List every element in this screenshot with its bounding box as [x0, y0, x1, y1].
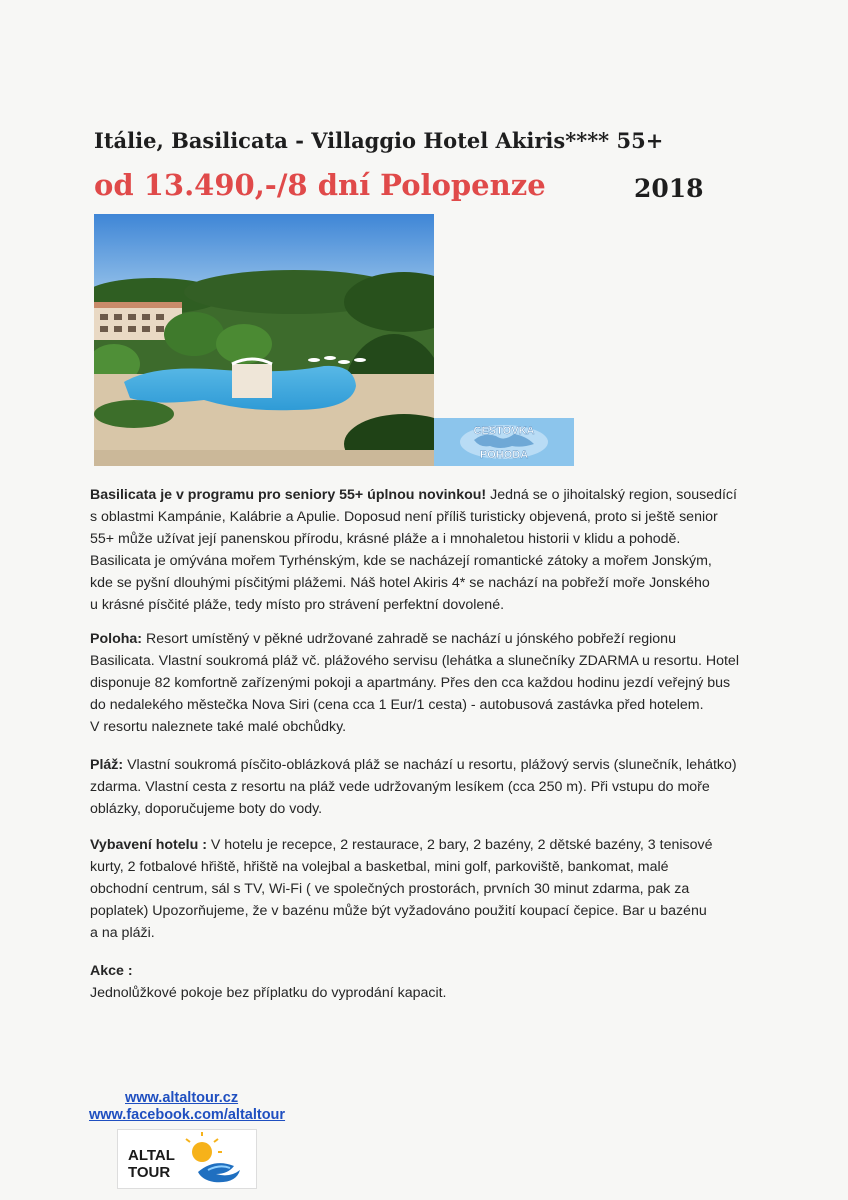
location-line: do nedalekého městečka Nova Siri (cena cca 1 Eur/1 cesta) - autobusová zastávka před hotelem.	[90, 697, 704, 713]
amenities-line: V hotelu je recepce, 2 restaurace, 2 bary, 2 bazény, 2 dětské bazény, 3 tenisové	[206, 837, 713, 853]
intro-paragraph	[90, 484, 758, 616]
intro-lead: Basilicata je v programu pro seniory 55+ úplnou novinkou!	[90, 487, 487, 503]
intro-line: Basilicata je omývána mořem Tyrhénským, kde se nacházejí romantické zátoky a mořem Jonským,	[90, 553, 712, 569]
amenities-paragraph	[90, 834, 758, 944]
offer-text: Jednolůžkové pokoje bez příplatku do vyprodání kapacit.	[90, 985, 447, 1001]
amenities-line: a na pláži.	[90, 925, 155, 941]
beach-label: Pláž:	[90, 757, 124, 773]
intro-line: Jedná se o jihoitalský region, sousedící	[486, 487, 737, 503]
beach-line: oblázky, doporučujeme boty do vody.	[90, 801, 323, 817]
location-paragraph	[90, 628, 758, 738]
location-line: disponuje 82 komfortně zařízenými pokoji a apartmány. Přes den cca každou hodinu jezdí veřejný bus	[90, 675, 731, 691]
altal-logo-line1: ALTAL	[128, 1147, 175, 1164]
cestovka-pohoda-logo	[434, 418, 574, 466]
website-link[interactable]: www.altaltour.cz	[125, 1090, 239, 1106]
offer-label: Akce :	[90, 963, 133, 979]
offer-paragraph	[90, 960, 758, 1004]
intro-line: kde se pyšní dlouhými písčitými plážemi. Náš hotel Akiris 4* se nachází na pobřeží moře Jonského	[90, 575, 710, 591]
altal-logo-line2: TOUR	[128, 1164, 171, 1181]
beach-line: zdarma. Vlastní cesta z resortu na pláž vede udržovaným lesíkem (cca 250 m). Při vstupu do moře	[90, 779, 710, 795]
logo-cp-top-text: CESTOVKA	[473, 425, 535, 437]
location-line: Resort umístěný v pěkné udržované zahradě se nachází u jónského pobřeží regionu	[142, 631, 676, 647]
amenities-label: Vybavení hotelu :	[90, 837, 207, 853]
hotel-pool-photo	[94, 214, 434, 466]
intro-line: u krásné písčité pláže, tedy místo pro strávení perfektní dovolené.	[90, 597, 505, 613]
facebook-link[interactable]: www.facebook.com/altaltour	[89, 1107, 286, 1123]
price-headline: od 13.490,-/8 dní Polopenze	[94, 168, 546, 202]
location-line: V resortu naleznete také malé obchůdky.	[90, 719, 347, 735]
location-line: Basilicata. Vlastní soukromá pláž vč. plážového servisu (lehátka a slunečníky ZDARMA u resortu. Hotel	[90, 653, 739, 669]
amenities-line: kurty, 2 fotbalové hřiště, hřiště na volejbal a basketbal, mini golf, parkoviště, bankomat, malé	[90, 859, 669, 875]
location-label: Poloha:	[90, 631, 143, 647]
beach-line: Vlastní soukromá písčito-oblázková pláž se nachází u resortu, plážový servis (slunečník, lehátko)	[123, 757, 737, 773]
page-title: Itálie, Basilicata - Villaggio Hotel Akiris**** 55+	[94, 128, 664, 153]
intro-line: s oblastmi Kampánie, Kalábrie a Apulie. Doposud není příliš turisticky objevená, proto si ještě senior	[90, 509, 718, 525]
intro-line: 55+ může užívat její panenskou přírodu, krásné pláže a i mnohaletou historii v klidu a pohodě.	[90, 531, 681, 547]
logo-cp-bottom-text: POHODA	[479, 449, 529, 461]
amenities-line: obchodní centrum, sál s TV, Wi-Fi ( ve společných prostorách, prvních 30 minut zdarma, pak za	[90, 881, 690, 897]
altal-tour-logo	[117, 1129, 257, 1189]
beach-paragraph	[90, 754, 758, 820]
year-label: 2018	[634, 174, 704, 203]
amenities-line: poplatek) Upozorňujeme, že v bazénu může být vyžadováno použití koupací čepice. Bar u bazénu	[90, 903, 707, 919]
